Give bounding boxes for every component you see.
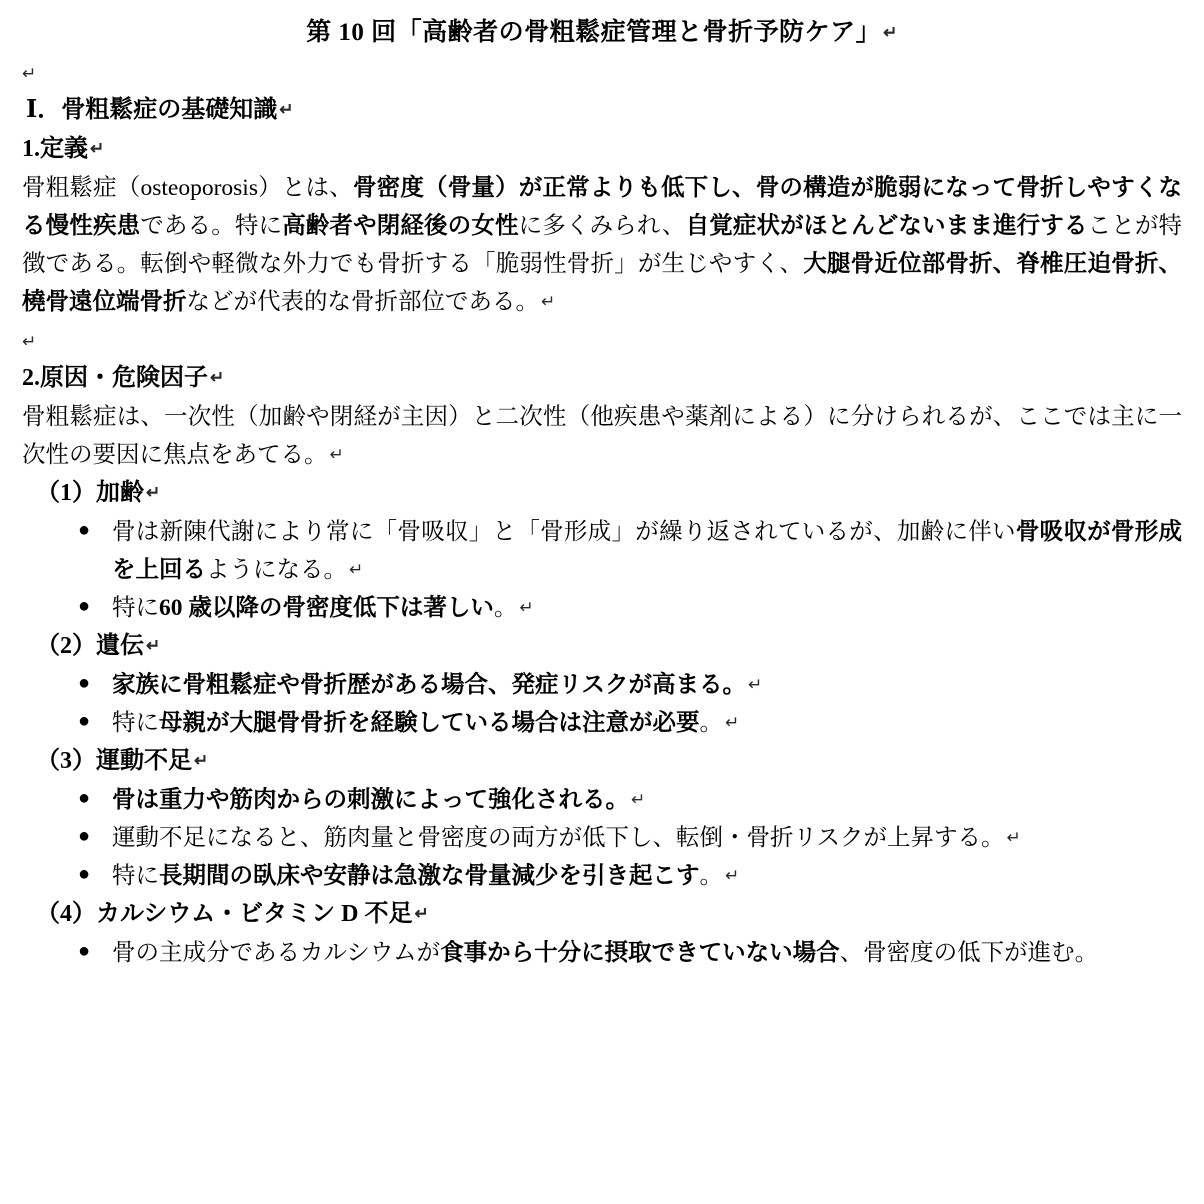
bullet-dot-icon: ● [78,709,91,732]
list-item [22,819,1182,857]
subsection-heading-definition [22,130,1182,169]
blank-line-1 [22,53,1182,91]
bullet-bold-1: 60 歳以降の骨密度低下は著しい [159,594,494,621]
bullet-dot-icon: ● [78,824,91,847]
bullet-dot-icon: ● [78,786,91,809]
pilcrow-mark: ↵ [519,597,534,617]
list-item-text [112,934,1182,972]
pilcrow-mark: ↵ [146,482,161,502]
subsection-heading-causes [22,359,1182,398]
causes-intro-text: 骨粗鬆症は、一次性（加齢や閉経が主因）と二次性（他疾患や薬剤による）に分けられるが、ここでは主に一次性の要因に焦点をあてる。 [22,403,1182,468]
pilcrow-mark: ↵ [329,444,344,464]
definition-part-4: ことが特徴である。転倒や軽微な外力でも骨折する「脆弱性骨折」が生じやすく、 [22,212,1183,277]
causes-intro-paragraph [22,398,1182,474]
list-item-text [112,781,1182,819]
definition-bold-3: 自覚症状がほとんどないまま進行する [685,212,1088,239]
pilcrow-mark: ↵ [541,291,556,311]
definition-bold-4: 大腿骨近位部骨折、脊椎圧迫骨折、橈骨遠位端骨折 [22,250,1183,315]
page-title [22,14,1182,53]
subsection-heading-definition-text: 1.定義 [22,135,88,162]
list-item-text [112,666,1182,704]
numbered-item-1 [22,474,1182,513]
pilcrow-mark: ↵ [22,331,37,351]
bullet-part-2: 、骨密度の低下が進む。 [839,939,1099,966]
bullet-dot-icon: ● [78,862,91,885]
bullet-dot-icon: ● [78,939,91,962]
pilcrow-mark: ↵ [210,367,225,387]
definition-bold-2: 高齢者や閉経後の女性 [282,212,519,239]
pilcrow-mark: ↵ [279,99,294,119]
bullet-part-2: ようになる。 [206,556,347,583]
pilcrow-mark: ↵ [883,23,898,42]
bullet-bold-1: 長期間の臥床や安静は急激な骨量減少を引き起こす [159,862,700,889]
numbered-item-2-label: （2）遺伝 [36,632,144,659]
bullet-bold-1: 母親が大腿骨骨折を経験している場合は注意が必要 [159,709,700,736]
definition-bold-1: 骨密度（骨量）が正常よりも低下し、骨の構造が脆弱になって骨折しやすくなる慢性疾患 [22,174,1183,239]
bullet-part-1: 特に [112,594,159,621]
bullet-dot-icon: ● [78,671,91,694]
numbered-item-3 [22,742,1182,781]
section-heading-1 [22,91,1182,130]
bullet-part-1: 骨の主成分であるカルシウムが [112,939,441,966]
bullet-part-2: 。 [699,862,723,889]
section-heading-1-text: Ⅰ．骨粗鬆症の基礎知識 [26,96,278,123]
bullet-part-1: 特に [112,862,159,889]
list-item [22,857,1182,895]
bullet-part-1: 骨は新陳代謝により常に「骨吸収」と「骨形成」が繰り返されているが、加齢に伴い [112,518,1016,545]
pilcrow-mark: ↵ [414,903,429,923]
bullet-part-1: 特に [112,709,159,736]
bullet-part-2: 。 [493,594,518,621]
definition-part-2: である。特に [140,212,283,239]
bullet-part-1: 運動不足になると、筋肉量と骨密度の両方が低下し、転倒・骨折リスクが上昇する。 [112,824,1005,851]
bullet-bold-1: 食事から十分に摂取できていない場合 [440,939,840,966]
bullet-part-2: 。 [699,709,723,736]
pilcrow-mark: ↵ [725,865,740,885]
pilcrow-mark: ↵ [748,674,763,694]
list-item [22,704,1182,742]
numbered-item-4-label: （4）カルシウム・ビタミン D 不足 [36,900,413,927]
definition-part-3: に多くみられ、 [518,212,686,239]
bullet-bold-1: 骨は重力や筋肉からの刺激によって強化される。 [112,786,629,813]
numbered-item-4 [22,895,1182,934]
pilcrow-mark: ↵ [194,750,209,770]
list-item-text [112,513,1182,589]
bullet-bold-1: 骨吸収が骨形成を上回る [112,518,1183,583]
list-item-text [112,857,1182,895]
numbered-item-1-label: （1）加齢 [36,479,144,506]
list-item [22,666,1182,704]
definition-part-1: 骨粗鬆症（osteoporosis）とは、 [22,174,353,201]
pilcrow-mark: ↵ [725,712,740,732]
numbered-item-3-label: （3）運動不足 [36,747,192,774]
pilcrow-mark: ↵ [1006,827,1021,847]
pilcrow-mark: ↵ [146,635,161,655]
list-item [22,934,1182,972]
definition-paragraph [22,169,1182,321]
definition-part-5: などが代表的な骨折部位である。 [186,288,539,315]
numbered-item-2 [22,627,1182,666]
pilcrow-mark: ↵ [349,559,364,579]
bullet-dot-icon: ● [78,518,91,541]
subsection-heading-causes-text: 2.原因・危険因子 [22,364,208,391]
pilcrow-mark: ↵ [90,138,105,158]
bullet-bold-1: 家族に骨粗鬆症や骨折歴がある場合、発症リスクが高まる。 [112,671,747,698]
list-item-text [112,819,1182,857]
pilcrow-mark: ↵ [22,63,37,83]
pilcrow-mark: ↵ [631,789,646,809]
blank-line-2 [22,321,1182,359]
page-title-text: 第 10 回「高齢者の骨粗鬆症管理と骨折予防ケア」 [306,19,882,46]
list-item [22,589,1182,627]
list-item-text [112,589,1182,627]
list-item [22,513,1182,589]
list-item-text [112,704,1182,742]
list-item [22,781,1182,819]
bullet-dot-icon: ● [78,594,91,617]
